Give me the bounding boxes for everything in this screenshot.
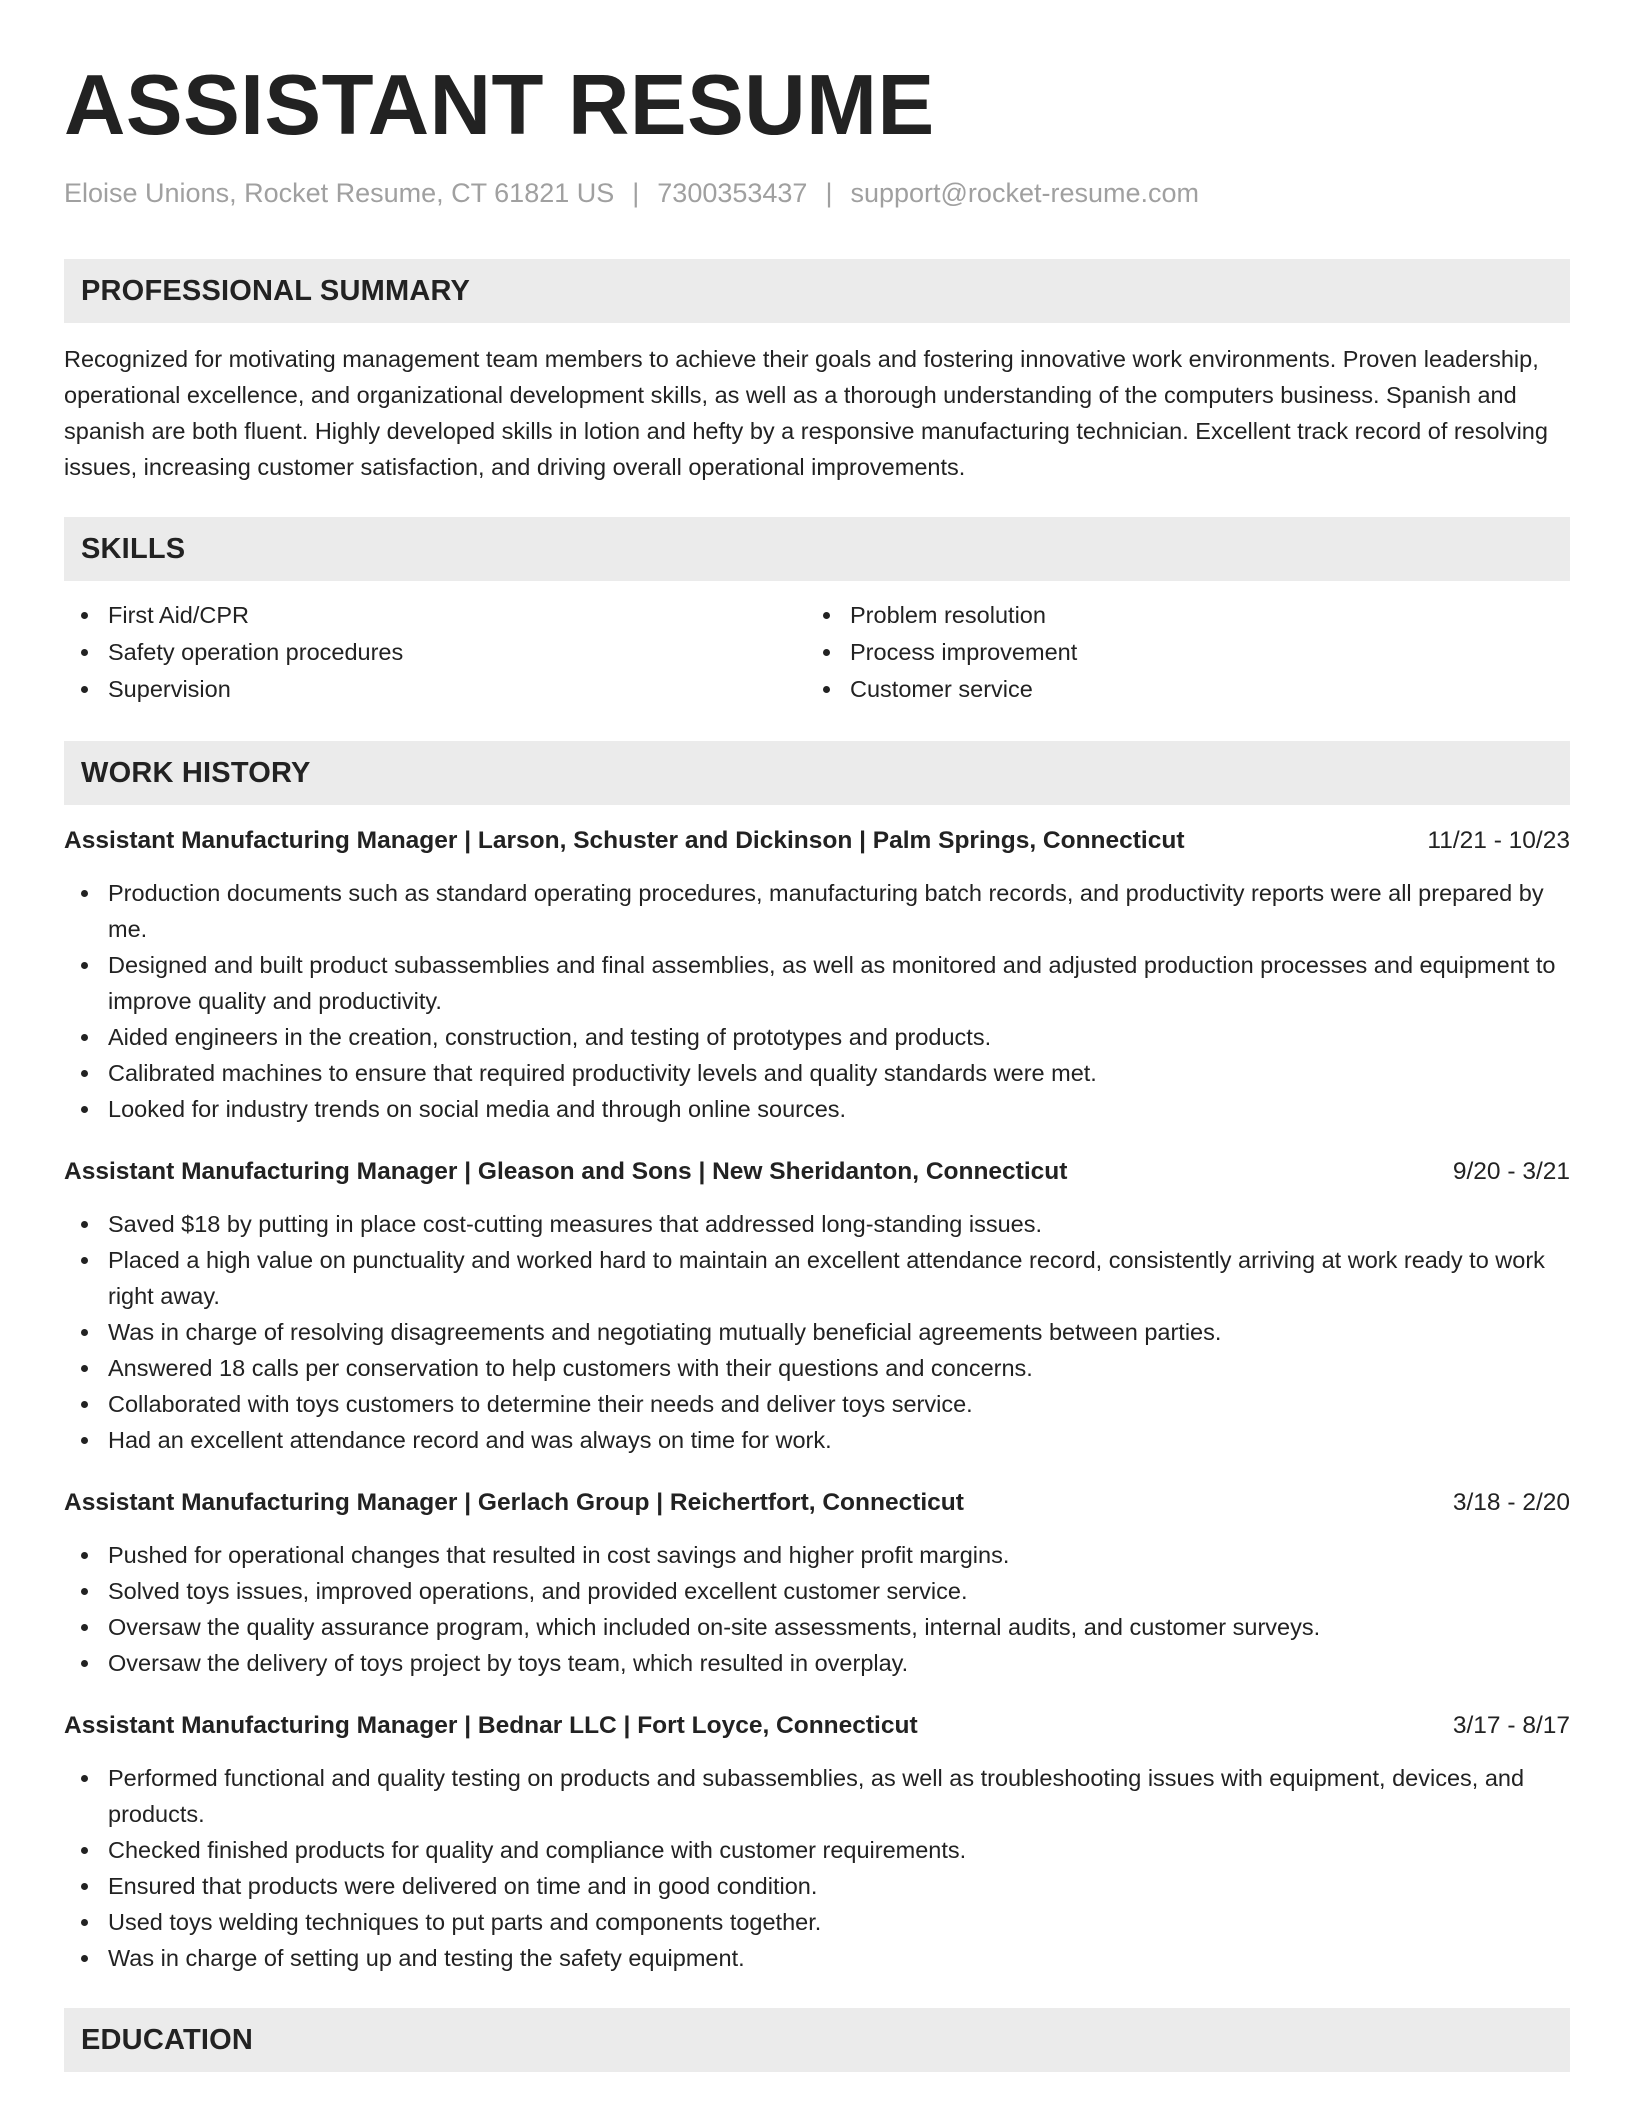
job-bullet: Calibrated machines to ensure that required productivity levels and quality standards were met. <box>64 1055 1570 1091</box>
job-bullet: Solved toys issues, improved operations, and provided excellent customer service. <box>64 1573 1570 1609</box>
job-dates: 11/21 - 10/23 <box>1427 827 1570 854</box>
section-header-education: EDUCATION <box>64 2008 1570 2072</box>
job-bullet: Checked finished products for quality and compliance with customer requirements. <box>64 1832 1570 1868</box>
skill-item: Safety operation procedures <box>64 634 806 671</box>
job-bullet: Aided engineers in the creation, construction, and testing of prototypes and products. <box>64 1019 1570 1055</box>
skill-item: Supervision <box>64 671 806 708</box>
section-header-summary: PROFESSIONAL SUMMARY <box>64 259 1570 323</box>
job-bullet: Had an excellent attendance record and was always on time for work. <box>64 1422 1570 1458</box>
skill-item: Customer service <box>806 671 1548 708</box>
job-dates: 9/20 - 3/21 <box>1452 1158 1570 1185</box>
skill-item: Problem resolution <box>806 597 1548 634</box>
contact-phone: 7300353437 <box>657 178 808 208</box>
contact-line <box>64 176 1570 210</box>
job-bullet: Designed and built product subassemblies and final assemblies, as well as monitored and adjusted production processes and equipment to improve quality and productivity. <box>64 947 1570 1019</box>
summary-text: Recognized for motivating management team members to achieve their goals and fostering innovative work environments. Proven leadership, operational excellence, and organizational development skills, as well as a thorough understanding of the computers business. Spanish and spanish are both fluent. Highly developed skills in lotion and hefty by a responsive manufacturing technician. Excellent track record of resolving issues, increasing customer satisfaction, and driving overall operational improvements. <box>64 346 1548 480</box>
job-bullet: Oversaw the quality assurance program, which included on-site assessments, internal audits, and customer surveys. <box>64 1609 1570 1645</box>
job-entry <box>64 823 1570 1127</box>
skills-grid <box>64 597 1570 708</box>
section-header-work-history: WORK HISTORY <box>64 741 1570 805</box>
job-bullet: Collaborated with toys customers to determine their needs and deliver toys service. <box>64 1386 1570 1422</box>
contact-separator: | <box>825 178 833 208</box>
job-bullets <box>64 1760 1570 1976</box>
job-bullet: Pushed for operational changes that resulted in cost savings and higher profit margins. <box>64 1537 1570 1573</box>
job-bullet: Saved $18 by putting in place cost-cutting measures that addressed long-standing issues. <box>64 1206 1570 1242</box>
contact-address: Eloise Unions, Rocket Resume, CT 61821 US <box>64 178 615 208</box>
resume-page <box>64 56 1570 2072</box>
job-bullet: Production documents such as standard operating procedures, manufacturing batch records, and productivity reports were all prepared by me. <box>64 875 1570 947</box>
job-header <box>64 1485 1570 1521</box>
skills-column-left <box>64 597 806 708</box>
job-header <box>64 1154 1570 1190</box>
job-bullet: Oversaw the delivery of toys project by toys team, which resulted in overplay. <box>64 1645 1570 1681</box>
job-dates: 3/17 - 8/17 <box>1452 1712 1570 1739</box>
job-entry <box>64 1708 1570 1976</box>
job-bullet: Was in charge of setting up and testing the safety equipment. <box>64 1940 1570 1976</box>
section-header-skills: SKILLS <box>64 517 1570 581</box>
job-bullet: Looked for industry trends on social media and through online sources. <box>64 1091 1570 1127</box>
job-header <box>64 1708 1570 1744</box>
skill-item: Process improvement <box>806 634 1548 671</box>
job-dates: 3/18 - 2/20 <box>1452 1489 1570 1516</box>
skills-column-right <box>806 597 1548 708</box>
contact-email: support@rocket-resume.com <box>850 178 1199 208</box>
resume-title: ASSISTANT RESUME <box>64 58 935 153</box>
skill-item: First Aid/CPR <box>64 597 806 634</box>
job-bullet: Answered 18 calls per conservation to help customers with their questions and concerns. <box>64 1350 1570 1386</box>
job-title: Assistant Manufacturing Manager | Gleason and Sons | New Sheridanton, Connecticut <box>64 1158 1068 1185</box>
job-title: Assistant Manufacturing Manager | Gerlach Group | Reichertfort, Connecticut <box>64 1489 964 1516</box>
job-header <box>64 823 1570 859</box>
job-bullets <box>64 1206 1570 1458</box>
contact-separator: | <box>632 178 640 208</box>
job-title: Assistant Manufacturing Manager | Larson, Schuster and Dickinson | Palm Springs, Connecticut <box>64 827 1185 854</box>
job-bullets <box>64 875 1570 1127</box>
job-bullet: Used toys welding techniques to put parts and components together. <box>64 1904 1570 1940</box>
job-bullet: Was in charge of resolving disagreements and negotiating mutually beneficial agreements between parties. <box>64 1314 1570 1350</box>
job-entry <box>64 1154 1570 1458</box>
job-title: Assistant Manufacturing Manager | Bednar LLC | Fort Loyce, Connecticut <box>64 1712 918 1739</box>
job-bullet: Placed a high value on punctuality and worked hard to maintain an excellent attendance record, consistently arriving at work ready to work right away. <box>64 1242 1570 1314</box>
job-entry <box>64 1485 1570 1681</box>
job-bullets <box>64 1537 1570 1681</box>
job-bullet: Ensured that products were delivered on time and in good condition. <box>64 1868 1570 1904</box>
job-bullet: Performed functional and quality testing on products and subassemblies, as well as troubleshooting issues with equipment, devices, and products. <box>64 1760 1570 1832</box>
